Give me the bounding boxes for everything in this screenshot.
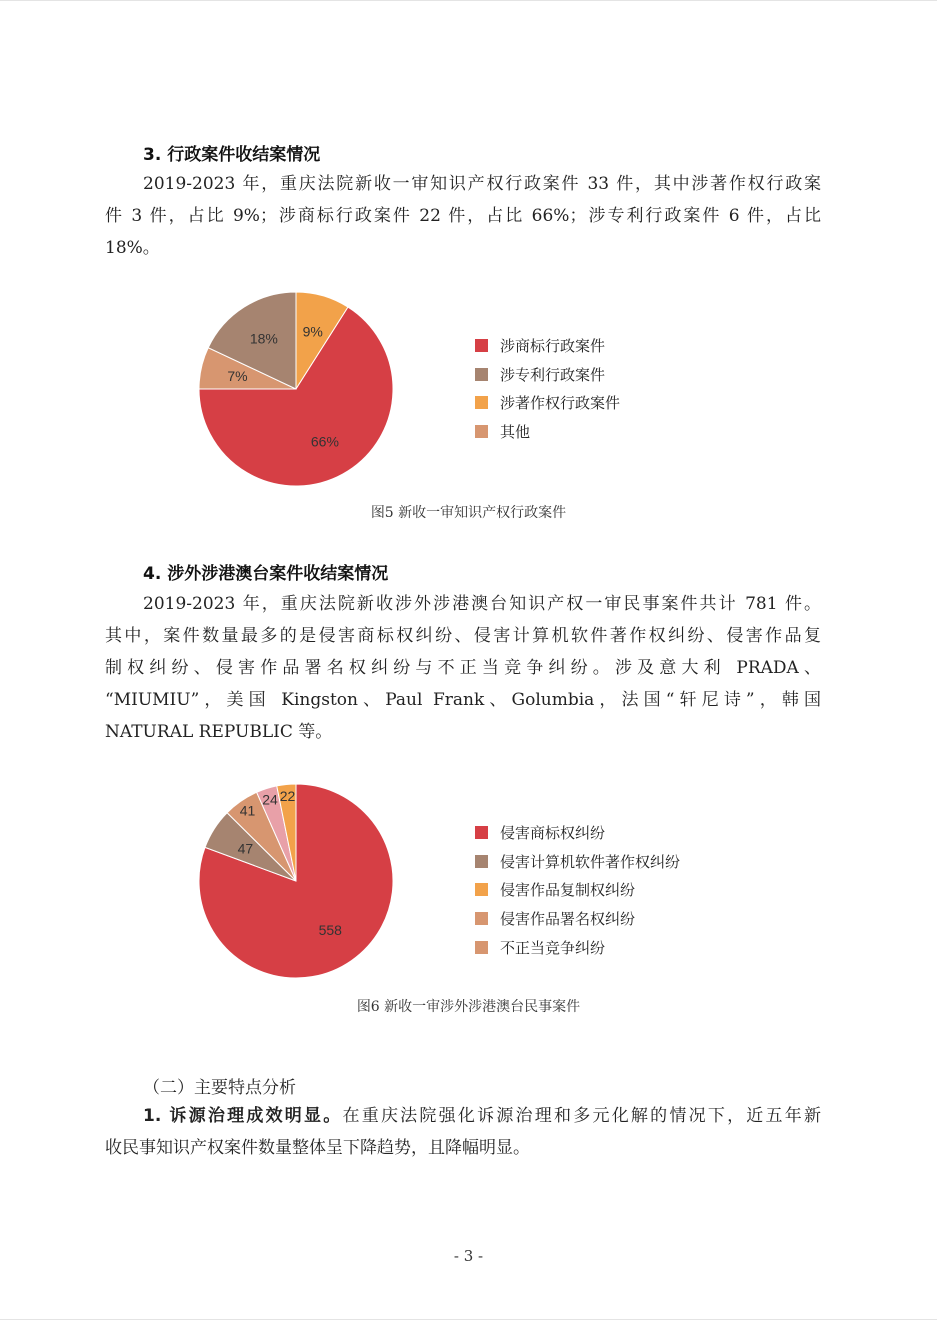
legend-swatch: [475, 396, 488, 409]
page-number: - 3 -: [453, 1247, 484, 1265]
legend-item: [475, 847, 680, 876]
legend-swatch: [475, 912, 488, 925]
legend-swatch: [475, 826, 488, 839]
pie-data-label: 9%: [302, 323, 323, 340]
pie-data-label: 47: [237, 840, 254, 857]
legend-label: 不正当竞争纠纷: [500, 938, 606, 957]
section-two-paragraph: [105, 1100, 821, 1164]
legend-item: [475, 360, 620, 389]
legend-swatch: [475, 883, 488, 896]
legend-item: [475, 818, 680, 847]
figure-6-pie-chart: [180, 774, 420, 994]
legend-label: 涉专利行政案件: [500, 365, 606, 384]
legend-swatch: [475, 941, 488, 954]
pie-data-label: 18%: [249, 330, 278, 347]
legend-item: [475, 933, 680, 962]
pie-data-label: 558: [318, 922, 342, 939]
legend-label: 侵害计算机软件著作权纠纷: [500, 852, 681, 871]
paragraph-text: 在重庆法院强化诉源治理和多元化解的情况下，近五年新: [342, 1106, 821, 1126]
legend-item: [475, 388, 620, 417]
legend-label: 侵害作品署名权纠纷: [500, 909, 636, 928]
paragraph-line: “MIUMIU”，美国 Kingston、Paul Frank、Golumbia，法国“轩尼诗”，韩国: [105, 690, 821, 710]
paragraph-line: [105, 1100, 821, 1132]
legend-item: [475, 875, 680, 904]
section-3-paragraph: [105, 168, 821, 264]
paragraph-line: 收民事知识产权案件数量整体呈下降趋势，且降幅明显。: [105, 1138, 530, 1158]
paragraph-line: 2019-2023 年，重庆法院新收一审知识产权行政案件 33 件，其中涉著作权行政案: [143, 174, 821, 194]
figure-5-caption: 图5 新收一审知识产权行政案件: [370, 505, 567, 521]
section-3-heading: 3. 行政案件收结案情况: [143, 145, 321, 165]
pie-data-label: 22: [279, 788, 296, 805]
legend-item: [475, 904, 680, 933]
legend-label: 侵害商标权纠纷: [500, 823, 606, 842]
legend-item: [475, 417, 620, 446]
legend-swatch: [475, 855, 488, 868]
pie-data-label: 41: [239, 802, 256, 819]
pie-data-label: 66%: [310, 433, 339, 450]
legend-swatch: [475, 425, 488, 438]
pie-data-label: 24: [262, 791, 278, 808]
pie-data-label: 7%: [227, 367, 248, 384]
paragraph-line: 18%。: [105, 238, 160, 258]
legend-item: [475, 331, 620, 360]
section-two-heading: （二）主要特点分析: [143, 1078, 296, 1098]
page-bottom-border: [0, 1319, 937, 1320]
legend-label: 侵害作品复制权纠纷: [500, 881, 636, 900]
figure-5-legend: [475, 331, 620, 446]
legend-swatch: [475, 339, 488, 352]
paragraph-line: 其中，案件数量最多的是侵害商标权纠纷、侵害计算机软件著作权纠纷、侵害作品复: [105, 626, 821, 646]
bold-lead-text: 1. 诉源治理成效明显。: [143, 1106, 343, 1126]
section-4-paragraph: [105, 588, 821, 748]
figure-5-pie-chart: [180, 280, 420, 500]
paragraph-line: NATURAL REPUBLIC 等。: [105, 722, 333, 742]
figure-6-caption: 图6 新收一审涉外涉港澳台民事案件: [356, 999, 581, 1015]
paragraph-line: 2019-2023 年，重庆法院新收涉外涉港澳台知识产权一审民事案件共计 781 件。: [143, 594, 821, 614]
legend-swatch: [475, 368, 488, 381]
paragraph-line: 件 3 件，占比 9%；涉商标行政案件 22 件，占比 66%；涉专利行政案件 6 件，占比: [105, 206, 821, 226]
legend-label: 涉商标行政案件: [500, 336, 606, 355]
figure-6-legend: [475, 818, 680, 961]
paragraph-line: 制权纠纷、侵害作品署名权纠纷与不正当竞争纠纷。涉及意大利 PRADA、: [105, 658, 821, 678]
section-4-heading: 4. 涉外涉港澳台案件收结案情况: [143, 564, 389, 584]
page-top-border: [0, 0, 937, 1]
legend-label: 涉著作权行政案件: [500, 394, 621, 413]
legend-label: 其他: [500, 422, 531, 441]
